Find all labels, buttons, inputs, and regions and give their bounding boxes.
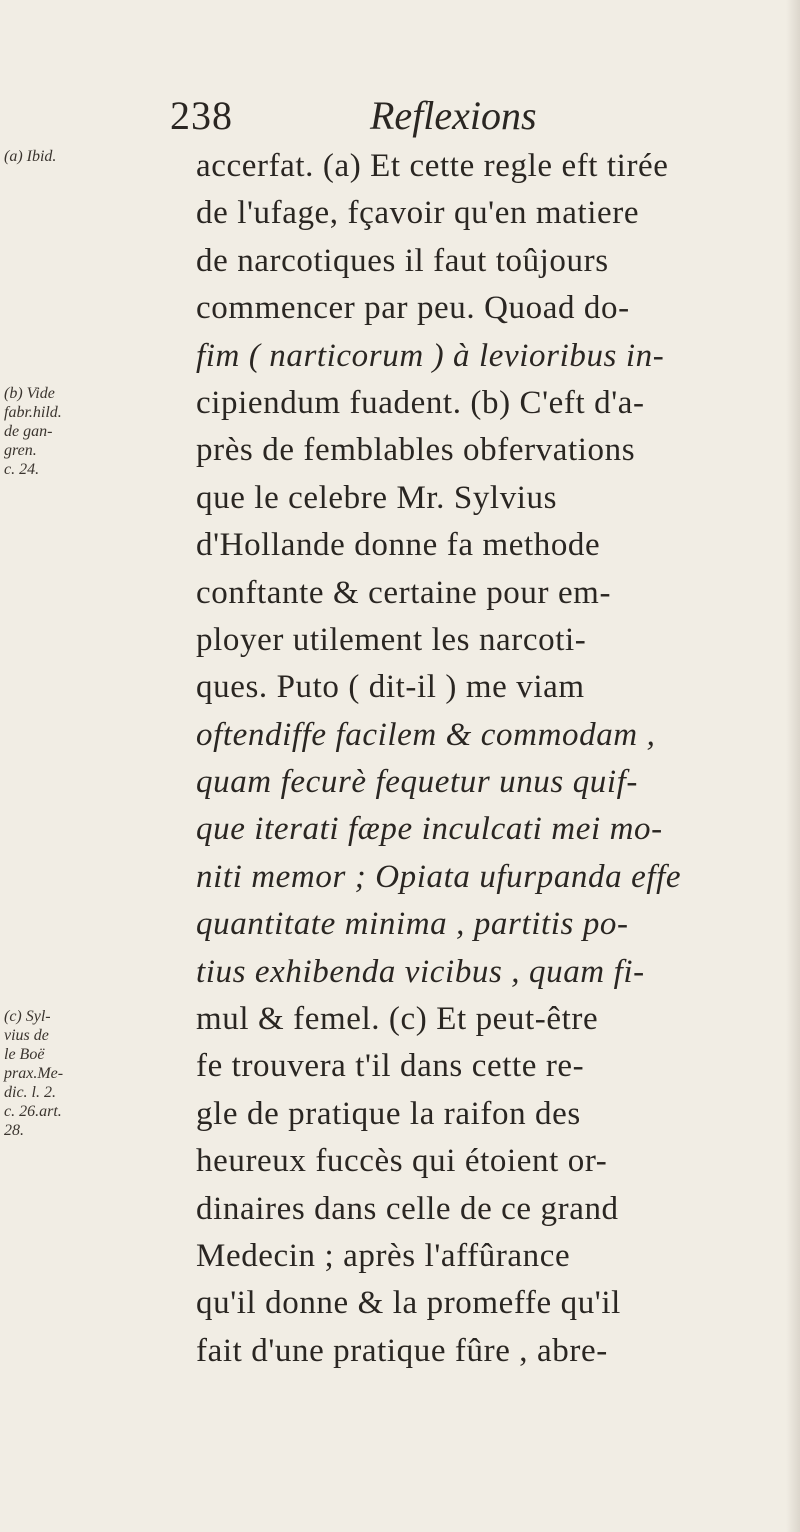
margin-note-line: (a) Ibid. — [4, 148, 57, 165]
text-line: gle de pratique la raifon des — [196, 1095, 581, 1132]
text-line: cipiendum fuadent. (b) C'eft d'a- — [196, 384, 645, 421]
text-line: que iterati fæpe inculcati mei mo- — [196, 811, 663, 848]
text-line: fait d'une pratique fûre , abre- — [196, 1332, 608, 1369]
margin-note-line: 28. — [4, 1122, 24, 1139]
margin-note-c — [4, 1008, 70, 1141]
text-line: oftendiffe facilem & commodam , — [196, 716, 656, 753]
text-line: de narcotiques il faut toûjours — [196, 242, 609, 279]
page-number: 238 — [170, 93, 233, 138]
margin-note-line: c. 26.art. — [4, 1103, 62, 1120]
text-line: ques. Puto ( dit-il ) me viam — [196, 669, 585, 706]
text-line: ployer utilement les narcoti- — [196, 621, 587, 658]
text-line: tius exhibenda vicibus , quam fi- — [196, 953, 645, 990]
text-line: commencer par peu. Quoad do- — [196, 290, 630, 327]
margin-note-a — [4, 148, 70, 167]
text-line: d'Hollande donne fa methode — [196, 527, 601, 564]
text-line: près de femblables obfervations — [196, 432, 636, 469]
margin-note-b — [4, 385, 70, 480]
body-text — [196, 143, 786, 1375]
text-line: conftante & certaine pour em- — [196, 574, 612, 611]
margin-note-line: c. 24. — [4, 461, 40, 478]
text-line: fim ( narticorum ) à levioribus in- — [196, 337, 665, 374]
margin-note-line: dic. l. 2. — [4, 1084, 56, 1101]
margin-note-line: le Boë — [4, 1046, 45, 1063]
text-line: mul & femel. (c) Et peut-être — [196, 1001, 599, 1038]
page-edge-shadow — [786, 0, 800, 1532]
text-line: niti memor ; Opiata ufurpanda effe — [196, 858, 682, 895]
margin-note-line: (c) Syl- — [4, 1008, 51, 1025]
margin-note-line: (b) Vide — [4, 385, 55, 402]
margin-note-line: de gan- — [4, 423, 53, 440]
margin-note-line: prax.Me- — [4, 1065, 64, 1082]
text-line: que le celebre Mr. Sylvius — [196, 479, 558, 516]
text-line: Medecin ; après l'affûrance — [196, 1237, 571, 1274]
text-line: qu'il donne & la promeffe qu'il — [196, 1285, 621, 1322]
text-line: heureux fuccès qui étoient or- — [196, 1143, 608, 1180]
text-line: dinaires dans celle de ce grand — [196, 1190, 619, 1227]
running-title: Reflexions — [370, 93, 537, 138]
text-line: de l'ufage, fçavoir qu'en matiere — [196, 195, 640, 232]
margin-note-line: fabr.hild. — [4, 404, 62, 421]
margin-note-line: vius de — [4, 1027, 49, 1044]
margin-note-line: gren. — [4, 442, 37, 459]
text-line: quantitate minima , partitis po- — [196, 906, 629, 943]
text-line: quam fecurè fequetur unus quif- — [196, 764, 639, 801]
text-line: accerfat. (a) Et cette regle eft tirée — [196, 148, 669, 184]
text-line: fe trouvera t'il dans cette re- — [196, 1048, 585, 1085]
